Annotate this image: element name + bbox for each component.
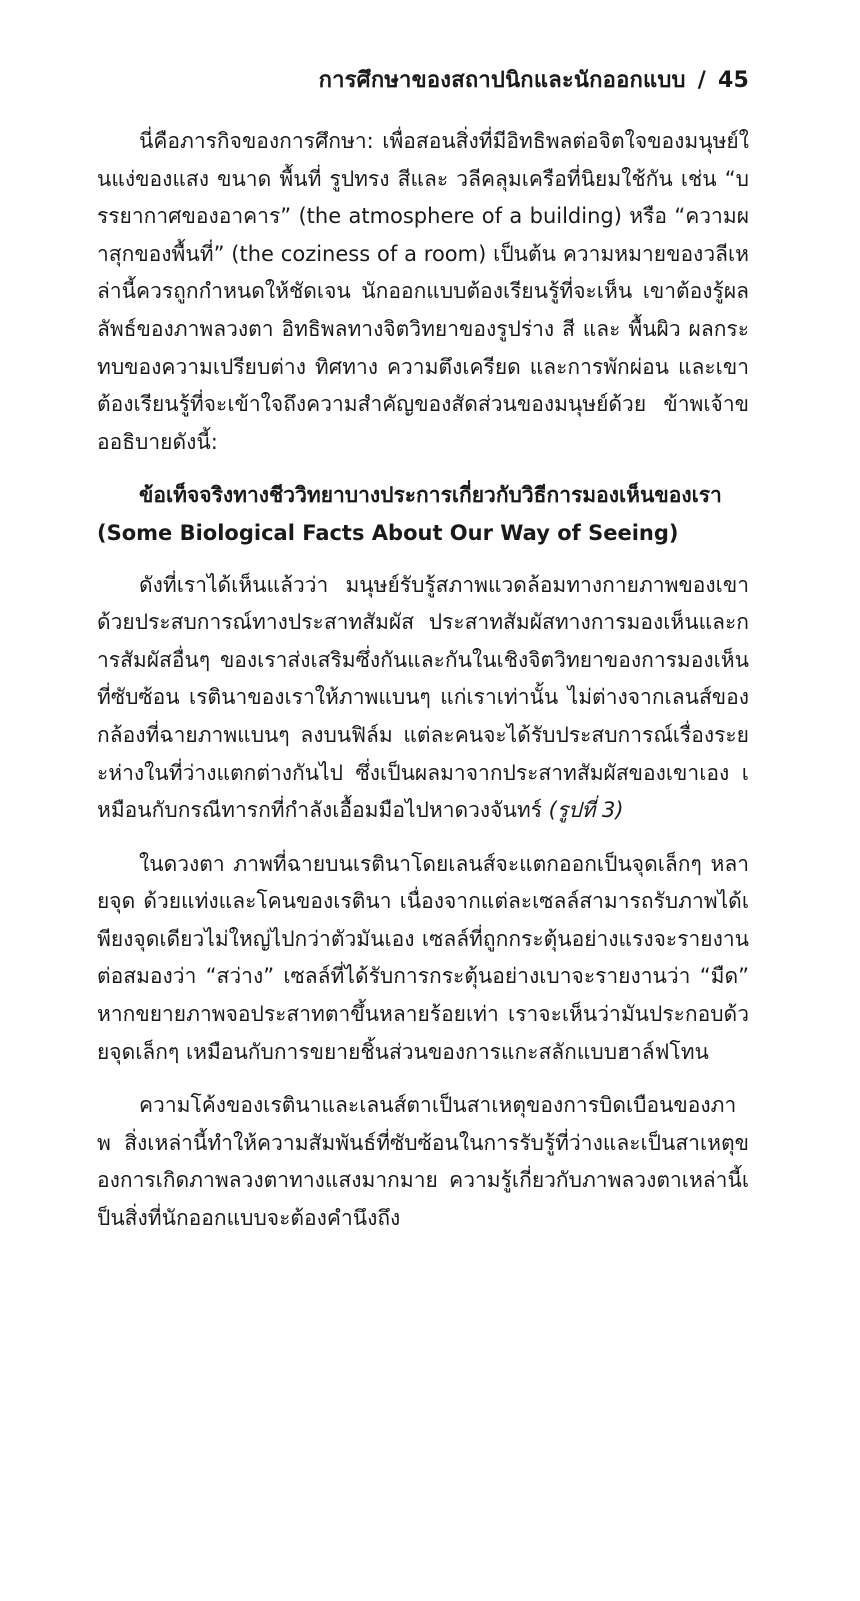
book-page [97, 0, 749, 1601]
paragraph-text: ดังที่เราได้เห็นแล้วว่า มนุษย์รับรู้สภาพแวดล้อมทางกายภาพของเขาด้วยประสบการณ์ทางประสาทสัมผัส ประสาทสัมผัสทางการมองเห็นและการสัมผัสอื่นๆ ของเราส่งเสริมซึ่งกันและกันในเชิงจิตวิทยาของการมองเห็นที่ซับซ้อน เรตินาของเราให้ภาพแบนๆ แก่เราเท่านั้น ไม่ต่างจากเลนส์ของกล้องที่ฉายภาพแบนๆ ลงบนฟิล์ม แต่ละคนจะได้รับประสบการณ์เรื่องระยะห่างในที่ว่างแตกต่างกันไป ซึ่งเป็นผลมาจากประสาทสัมผัสของเขาเอง เหมือนกับกรณีทารกที่กำลังเอื้อมมือไปหาดวงจันทร์ [97, 572, 749, 823]
paragraph-retina [97, 846, 749, 1072]
running-header [319, 62, 749, 97]
paragraph-text: ความโค้งของเรตินาและเลนส์ตาเป็นสาเหตุของการบิดเบือนของภาพ สิ่งเหล่านี้ทำให้ความสัมพันธ์ที่ซับซ้อนในการรับรู้ที่ว่างและเป็นสาเหตุของการเกิดภาพลวงตาทางแสงมากมาย ความรู้เกี่ยวกับภาพลวงตาเหล่านี้เป็นสิ่งที่นักออกแบบจะต้องคำนึงถึง [97, 1093, 749, 1231]
paragraph-seeing [97, 567, 749, 830]
page-number: 45 [717, 68, 749, 93]
paragraph-text: ในดวงตา ภาพที่ฉายบนเรตินาโดยเลนส์จะแตกออกเป็นจุดเล็กๆ หลายจุด ด้วยแท่งและโคนของเรตินา เนื่องจากแต่ละเซลล์สามารถรับภาพได้เพียงจุดเดียวไม่ใหญ่ไปกว่าตัวมันเอง เซลล์ที่ถูกกระตุ้นอย่างแรงจะรายงานต่อสมองว่า “สว่าง” เซลล์ที่ได้รับการกระตุ้นอย่างเบาจะรายงานว่า “มืด” หากขยายภาพจอประสาทตาขึ้นหลายร้อยเท่า เราจะเห็นว่ามันประกอบด้วยจุดเล็กๆ เหมือนกับการขยายชิ้นส่วนของการแกะสลักแบบฮาล์ฟโทน [97, 851, 749, 1064]
paragraph-curvature [97, 1087, 749, 1237]
header-separator: / [697, 68, 706, 93]
figure-reference: (รูปที่ 3) [548, 798, 624, 823]
section-title: การศึกษาของสถาปนิกและนักออกแบบ [318, 68, 686, 93]
body-text [97, 123, 749, 1238]
intro-paragraph: นี่คือภารกิจของการศึกษา: เพื่อสอนสิ่งที่มีอิทธิพลต่อจิตใจของมนุษย์ในแง่ของแสง ขนาด พื้นที่ รูปทรง สีและ วลีคลุมเครือที่นิยมใช้กัน เช่น “บรรยากาศของอาคาร” (the atmosphere of a building) หรือ “ความผาสุกของพื้นที่” (the coziness of a room) เป็นต้น ความหมายของวลีเหล่านี้ควรถูกกำหนดให้ชัดเจน นักออกแบบต้องเรียนรู้ที่จะเห็น เขาต้องรู้ผลลัพธ์ของภาพลวงตา อิทธิพลทางจิตวิทยาของรูปร่าง สี และ พื้นผิว ผลกระทบของความเปรียบต่าง ทิศทาง ความตึงเครียด และการพักผ่อน และเขาต้องเรียนรู้ที่จะเข้าใจถึงความสำคัญของสัดส่วนของมนุษย์ด้วย ข้าพเจ้าขออธิบายดังนี้: [97, 129, 749, 454]
section-heading: ข้อเท็จจริงทางชีววิทยาบางประการเกี่ยวกับวิธีการมองเห็นของเรา (Some Biological Facts About Our Way of Seeing) [97, 483, 722, 545]
